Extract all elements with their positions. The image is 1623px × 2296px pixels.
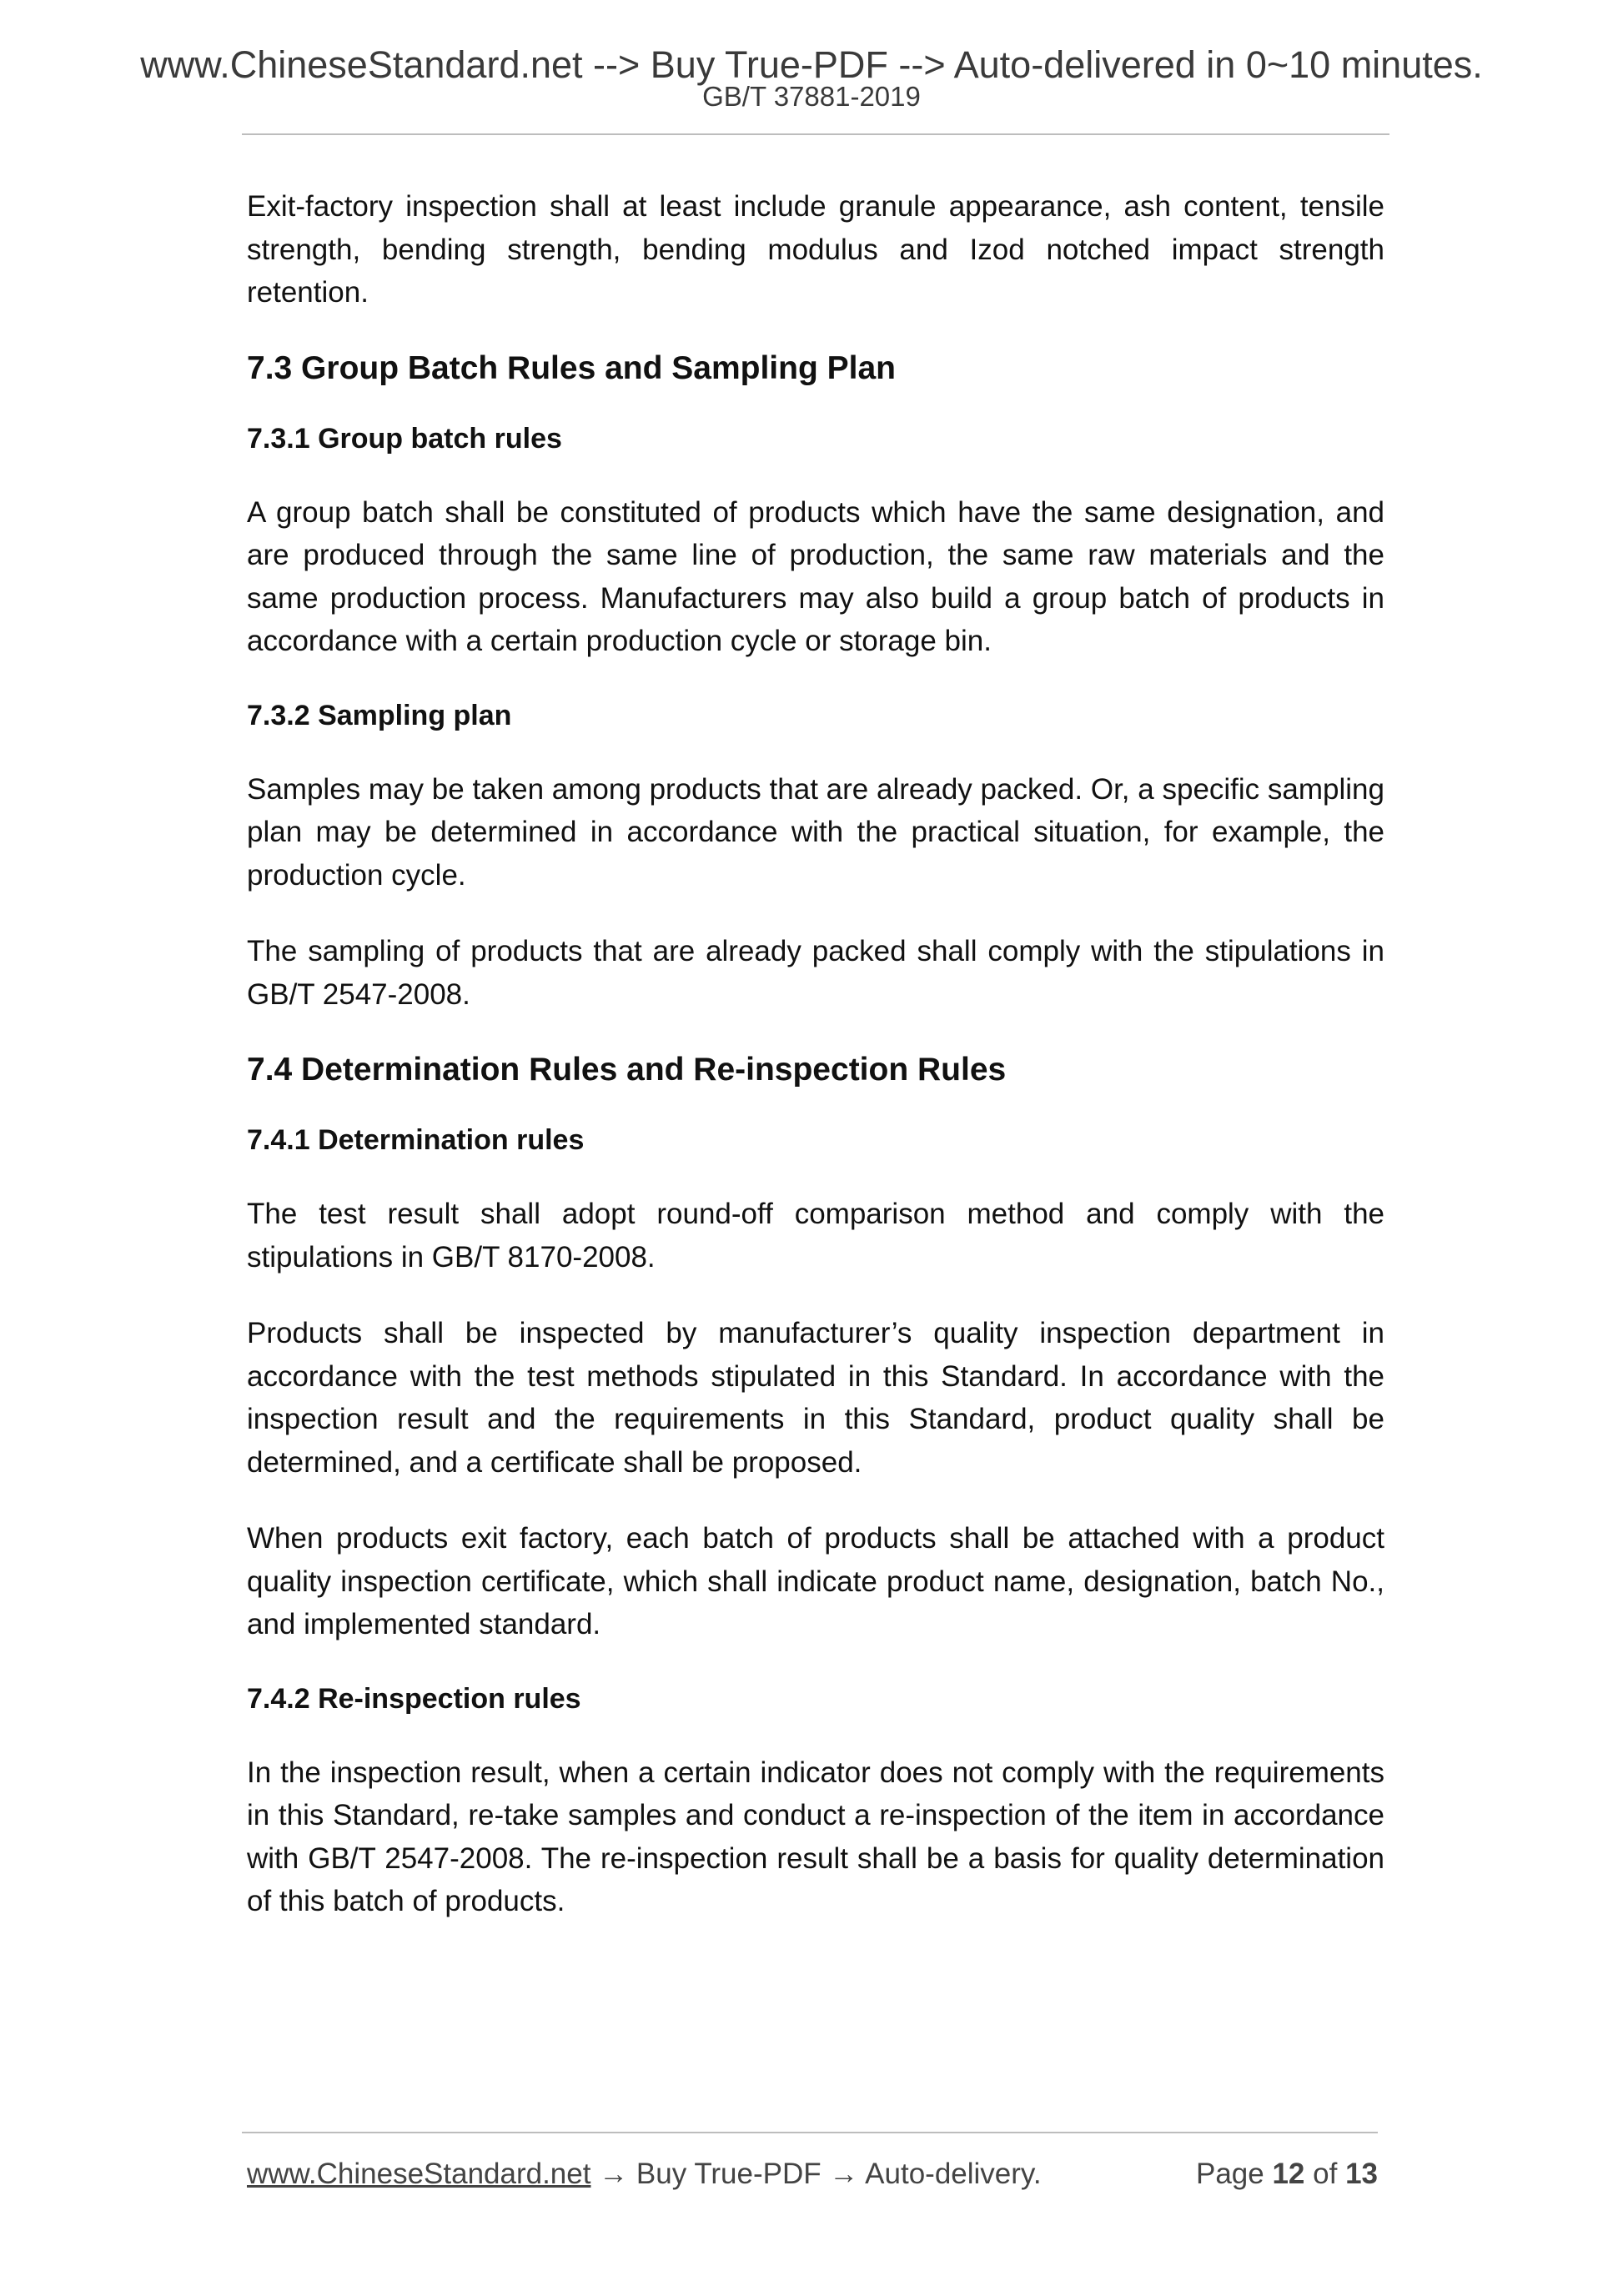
- page-label: Page: [1195, 2158, 1264, 2190]
- site-banner: www.ChineseStandard.net --> Buy True-PDF --> Auto-delivered in 0~10 minutes.: [140, 43, 1483, 86]
- footer-divider: [242, 2132, 1378, 2133]
- footer-site-link[interactable]: www.ChineseStandard.net: [247, 2158, 591, 2190]
- subsection-7-3-2-heading: 7.3.2 Sampling plan: [247, 699, 512, 731]
- standard-code: GB/T 37881-2019: [702, 81, 921, 112]
- paragraph-7-4-2-1: In the inspection result, when a certain indicator does not comply with the requirements in this Standard, re-take samples and conduct a re-inspection of the item in accordance with GB/T 2547-2008. The re-inspection result shall be a basis for quality determination of this batch of products.: [247, 1756, 1384, 1917]
- page-of-label: of: [1313, 2158, 1338, 2190]
- section-7-4-heading: 7.4 Determination Rules and Re-inspection Rules: [247, 1052, 1007, 1088]
- paragraph-7-3-2-1: Samples may be taken among products that are already packed. Or, a specific sampling plan may be determined in accordance with the practical situation, for example, the production cycle.: [247, 772, 1384, 892]
- paragraph-7-4-1-2: Products shall be inspected by manufacturer’s quality inspection department in accordance with the test methods stipulated in this Standard. In accordance with the inspection result and the requirements in this Standard, product quality shall be determined, and a certificate shall be proposed.: [247, 1317, 1384, 1479]
- page-total: 13: [1345, 2158, 1378, 2190]
- paragraph-7-3-2-2: The sampling of products that are already packed shall comply with the stipulations in GB/T 2547-2008.: [247, 935, 1384, 1011]
- paragraph-7-4-1-3: When products exit factory, each batch of products shall be attached with a product quality inspection certificate, which shall indicate product name, designation, batch No., and implemented standard.: [247, 1522, 1384, 1640]
- section-7-3-heading: 7.3 Group Batch Rules and Sampling Plan: [247, 349, 896, 386]
- intro-paragraph: Exit-factory inspection shall at least include granule appearance, ash content, tensile strength, bending strength, bending modulus and Izod notched impact strength retention.: [247, 190, 1384, 309]
- page-footer: [247, 2152, 1378, 2197]
- footer-tagline: → Buy True-PDF → Auto-delivery.: [590, 2158, 1042, 2190]
- document-body: [247, 185, 1384, 1957]
- page-indicator: [1196, 2152, 1378, 2197]
- subsection-7-4-2-heading: 7.4.2 Re-inspection rules: [247, 1682, 581, 1715]
- subsection-7-4-1-heading: 7.4.1 Determination rules: [247, 1124, 585, 1156]
- paragraph-7-4-1-1: The test result shall adopt round-off comparison method and comply with the stipulations in GB/T 8170-2008.: [247, 1198, 1384, 1274]
- footer-promo: [247, 2152, 1042, 2197]
- page-current: 12: [1272, 2158, 1305, 2190]
- paragraph-7-3-1-1: A group batch shall be constituted of products which have the same designation, and are produced through the same line of production, the same raw materials and the same production process. Manufacturers may also build a group batch of products in accordance with a certain production cycle or storage bin.: [247, 495, 1384, 657]
- header-divider: [242, 133, 1389, 135]
- subsection-7-3-1-heading: 7.3.1 Group batch rules: [247, 422, 562, 455]
